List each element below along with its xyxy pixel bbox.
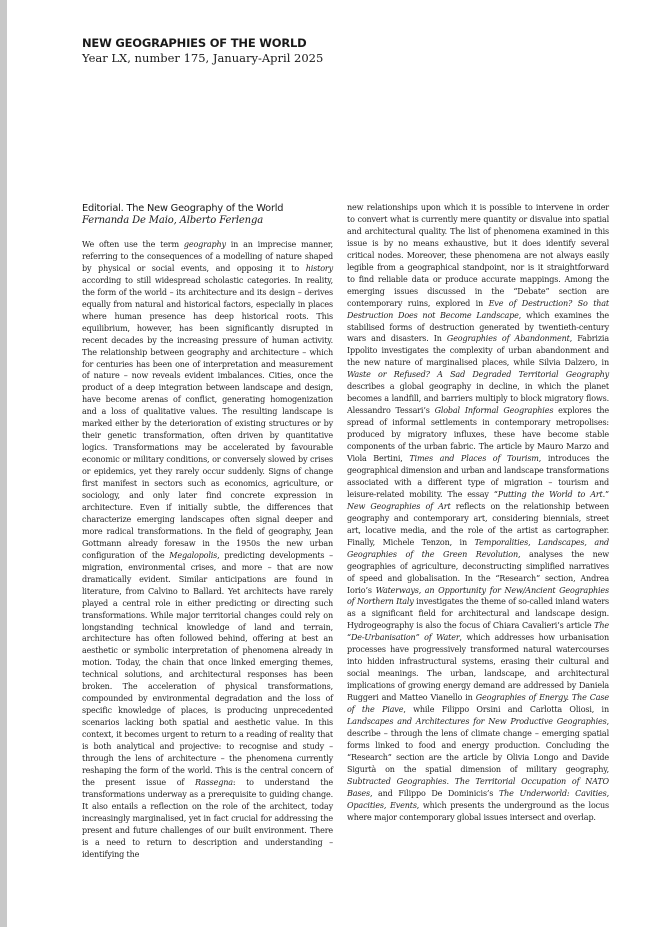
italic-title-run: Temporalities, Landscapes, and Geographies of the Green Revolution bbox=[347, 537, 609, 559]
italic-title-run: history bbox=[305, 263, 333, 273]
text-run: according to still widespread scholastic categories. In reality, the form of the world – its architecture and its design – derives equally from natural and historical factors, especially in places where human presence has deep historical roots. This equilibrium, however, has been significantly disrupted in recent decades by the increasing pressure of human activity. The relationship between geography and architecture – which for centuries has been one of interpretation and measurement of nature – now reveals evident imbalances. Cities, once the product of a deep integration between landscape and design, have become arenas of conflict, generating homogenization and a loss of qualitative values. The resulting landscape is marked either by the deterioration of existing structures or by their genetic transformation, often driven by quantitative logics. Transformations may be accelerated by favourable economic or military conditions, or conversely slowed by crises or epidemics, yet they rarely occur suddenly. Signs of change first manifest in sectors such as economics, agriculture, or sociology, and only later find concrete expression in architecture. Even if initially subtle, the differences that characterize emerging landscapes often signal deeper and more radical transformations. In the field of geography, Jean Gottmann already foresaw in the 1950s the new urban configuration of the bbox=[82, 275, 333, 560]
text-run: new relationships upon which it is possible to intervene in order to convert what is currently mere quantity or disvalue into spatial and architectural quality. The list of phenomena examined in this issue is by no means exhaustive, but it does identify several critical nodes. Moreover, these phenomena are not always easily legible from a geographical standpoint, nor is it straightforward to find reliable data or produce accurate mappings. Among the emerging issues discussed in the “Debate” section are contemporary ruins, explored in bbox=[347, 203, 609, 308]
text-run: , predicting developments – migration, environmental crises, and more – that are now dramatically evident. Similar anticipations are found in literature, from Calvino to Ballard. Yet architects have rarely played a central role in either predicting or directing such transformations. While major territorial changes could rely on longstanding technical knowledge of land and terrain, architecture has often followed behind, offering at best an aesthetic or symbolic interpretation of phenomena already in motion. Today, the chain that once linked emerging themes, technical solutions, and architectural responses has been broken. The acceleration of physical transformations, compounded by environmental degradation and the loss of specific knowledge of places, is producing unprecedented scenarios lacking both spatial and aesthetic value. In this context, it becomes urgent to return to a reading of reality that is both analytical and projective: to recognise and study – through the lens of architecture – the phenomena currently reshaping the form of the world. This is the central concern of the present issue of bbox=[82, 550, 333, 787]
article-authors: Fernanda De Maio, Alberto Ferlenga bbox=[82, 215, 264, 226]
italic-title-run: Putting the World to Art bbox=[497, 489, 603, 499]
italic-title-run: Rassegna bbox=[194, 777, 233, 787]
italic-title-run: geography bbox=[183, 240, 226, 249]
text-run: reflects on the relationship between geography and contemporary art, considering biennials, street art, locative media, and the role of the artist as cartographer. Finally, Michele Tenzon, in bbox=[347, 501, 609, 547]
text-run: describes a global geography in decline, in which the planet becomes a landfill, and barriers multiply to block migratory flows. Alessandro Tessari’s bbox=[347, 382, 609, 416]
text-run: , introduces the geographical dimension and urban and landscape transformations associated with a different type of migration – tourism and leisure-related mobility. The essay “ bbox=[347, 454, 609, 499]
italic-title-run: The “De-Urbanisation” of Water bbox=[347, 621, 609, 643]
text-run: We often use the term bbox=[82, 240, 184, 249]
italic-title-run: Eve of Destruction? So that Destruction Does not Become Landscape bbox=[347, 298, 609, 320]
text-run: in an imprecise manner, referring to the consequences of a modelling of nature shaped by physical or social events, and opposing it to bbox=[82, 240, 334, 273]
article-title: Editorial. The New Geography of the World bbox=[82, 203, 284, 214]
italic-title-run: Landscapes and Architectures for New Productive Geographies bbox=[347, 716, 607, 726]
text-run: , describe – through the lens of climate change – emerging spatial forms linked to food and energy production. Concluding the “Research” section are the article by Olivia Longo and Davide Sigurtà on the spatial dimension of military geography, bbox=[347, 716, 609, 774]
text-run: , which examines the stabilised forms of destruction generated by twentieth-century wars and disasters. In bbox=[347, 310, 610, 344]
italic-title-run: Waste or Refused? A Sad Degraded Territorial Geography bbox=[347, 370, 609, 380]
italic-title-run: Geographies of Abandonment bbox=[446, 334, 570, 344]
body-column-left bbox=[82, 239, 333, 861]
body-text-left bbox=[82, 240, 333, 859]
journal-issue: Year LX, number 175, January-April 2025 bbox=[82, 51, 324, 65]
text-run: .” bbox=[602, 489, 609, 499]
text-run: , and Filippo De Dominicis’s bbox=[369, 788, 499, 798]
italic-title-run: Waterways, an Opportunity for New/Ancient Geographies of Northern Italy bbox=[347, 585, 609, 607]
italic-title-run: Subtracted Geographies. The Territorial Occupation of NATO Bases bbox=[347, 776, 609, 798]
body-column-right bbox=[347, 202, 609, 824]
italic-title-run: Global Informal Geographies bbox=[434, 406, 554, 416]
text-run: : to understand the transformations underway as a prerequisite to guiding change. It also entails a reflection on the role of the architect, today increasingly marginalised, yet in fact crucial for addressing the present and future challenges of our built environment. There is a need to return to description and understanding – identifying the bbox=[82, 777, 333, 859]
text-run: , while Filippo Orsini and Carlotta Oliosi, in bbox=[403, 705, 609, 715]
text-run: , which addresses how urbanisation processes have progressively transformed natural watercourses into hidden infrastructural systems, erasing their cultural and social meanings. The urban, landscape, and architectural implications of growing energy demand are addressed by Daniela Ruggeri and Matteo Vianello in bbox=[347, 633, 609, 703]
italic-title-run: Times and Places of Tourism bbox=[409, 454, 539, 464]
page-edge-shadow bbox=[0, 0, 7, 927]
journal-title: NEW GEOGRAPHIES OF THE WORLD bbox=[82, 36, 307, 50]
italic-title-run: New Geographies of Art bbox=[347, 501, 451, 511]
text-run: investigates the theme of so-called inland waters as a significant field for architectural and landscape design. Hydrogeography is also the focus of Chiara Cavalieri’s article bbox=[347, 597, 609, 631]
text-run: , Fabrizia Ippolito investigates the complexity of urban abandonment and the new nature of marginalised places, while Silvia Dalzero, in bbox=[347, 334, 609, 368]
body-text-right bbox=[347, 203, 609, 822]
text-run: , which presents the underground as the locus where major contemporary global issues intersect and overlap. bbox=[347, 800, 609, 822]
italic-title-run: Megalopolis bbox=[169, 550, 218, 560]
text-run: explores the spread of informal settlements in contemporary metropolises: produced by migratory influxes, these have become stable components of the urban fabric. The article by Mauro Marzo and Viola Bertini, bbox=[347, 406, 610, 464]
text-run: , analyses the new geographies of agriculture, deconstructing simplified narratives of speed and globalisation. In the “Research” section, Andrea Iorio’s bbox=[347, 549, 610, 595]
journal-header bbox=[82, 36, 323, 65]
italic-title-run: The Underworld: Cavities, Opacities, Events bbox=[347, 788, 609, 810]
italic-title-run: Geographies of Energy. The Case of the Piave bbox=[347, 693, 610, 715]
